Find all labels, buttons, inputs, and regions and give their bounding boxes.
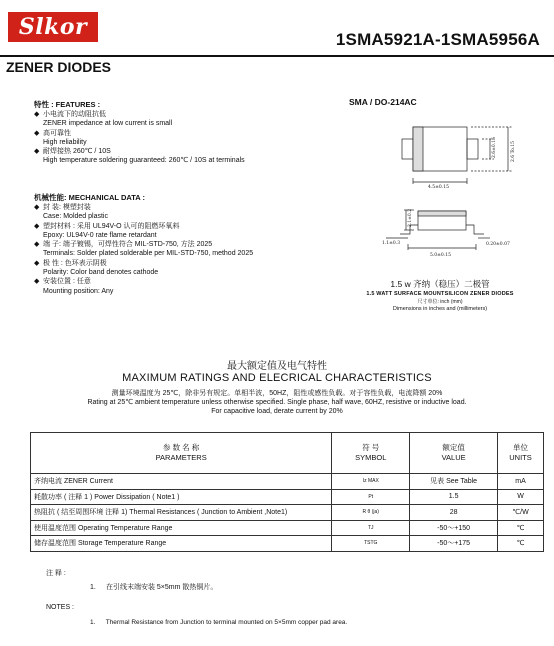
- item-english: High temperature soldering guaranteed: 260℃ / 10S at terminals: [43, 157, 245, 165]
- mechanical-section: [34, 192, 334, 296]
- note-english-1: [90, 619, 347, 626]
- col-header-parameters: [31, 433, 332, 474]
- list-item: [34, 147, 334, 156]
- cell-unit: ℃: [498, 536, 544, 552]
- dimension-unit-english: Dimensions in inches and (millimeters): [392, 306, 488, 312]
- col-units-en: UNITS: [509, 453, 532, 462]
- item-chinese: 高可靠性: [43, 129, 71, 137]
- cell-param: 齐纳电流 ZENER Current: [31, 474, 332, 490]
- mechanical-list: [34, 203, 334, 296]
- note-text: 在引线末端安装 5×5mm 散热铜片。: [105, 584, 218, 591]
- dim-side-width: 5.0±0.15: [430, 253, 451, 258]
- bullet-icon: ◆: [34, 241, 40, 249]
- col-units-cn: 单位: [513, 443, 528, 452]
- col-header-value: [410, 433, 498, 474]
- cell-param: 耗散功率 ( 注释 1 ) Power Dissipation ( Note1 ): [31, 489, 332, 505]
- dim-top-right: 2.6 To.15: [511, 140, 516, 162]
- features-section: [34, 99, 334, 166]
- features-heading: 特性 : FEATURES :: [34, 100, 101, 109]
- note-number: 1.: [90, 619, 96, 626]
- cell-unit: W: [498, 489, 544, 505]
- list-item: [34, 240, 334, 249]
- product-title: ZENER DIODES: [6, 59, 112, 75]
- package-caption: [340, 278, 540, 312]
- list-item: [34, 203, 334, 212]
- cell-param: 储存温度范围 Storage Temperature Range: [31, 536, 332, 552]
- ratings-heading: [0, 357, 554, 384]
- conditions-english-2: For capacitive load, derate current by 20%: [211, 408, 343, 415]
- header-divider: [0, 55, 554, 57]
- caption-english: 1.5 WATT SURFACE MOUNTSILICON ZENER DIODES: [366, 291, 514, 297]
- ratings-table: [30, 432, 544, 552]
- notes-title-english: NOTES :: [46, 604, 75, 611]
- package-label: SMA / DO-214AC: [349, 97, 417, 107]
- item-english: Terminals: Solder plated solderable per MIL-STD-750, method 2025: [43, 250, 254, 258]
- list-item: [34, 222, 334, 231]
- bullet-icon: ◆: [34, 204, 40, 211]
- item-chinese: 极 性 : 色环表示阴极: [43, 259, 107, 267]
- col-value-en: VALUE: [441, 453, 466, 462]
- list-item: [34, 277, 334, 286]
- dim-lead-left: 1.1±0.3: [382, 241, 401, 246]
- cell-unit: ℃/W: [498, 505, 544, 521]
- note-chinese-1: [90, 582, 217, 592]
- col-parameters-cn: 参 数 名 称: [163, 443, 200, 452]
- package-side-view: [386, 210, 490, 250]
- cell-value: -50～+175: [410, 536, 498, 552]
- item-english: Mounting position: Any: [43, 287, 114, 295]
- item-english: Case: Molded plastic: [43, 213, 108, 221]
- table-row: [31, 520, 544, 536]
- item-english: ZENER impedance at low current is small: [43, 120, 173, 128]
- bullet-icon: ◆: [34, 129, 40, 137]
- cell-value: -50～+150: [410, 520, 498, 536]
- dim-top-width: 4.5±0.15: [428, 185, 449, 190]
- part-number-title: 1SMA5921A-1SMA5956A: [335, 30, 540, 49]
- table-row: [31, 505, 544, 521]
- item-chinese: 小电流下的动阻抗低: [43, 111, 106, 118]
- item-chinese: 安装位置 : 任意: [43, 278, 91, 286]
- bullet-icon: ◆: [34, 278, 40, 286]
- col-symbol-en: SYMBOL: [355, 453, 387, 462]
- dim-top-height: 2.6±0.15: [492, 137, 497, 158]
- dim-side-height: 2.1±0.2: [408, 208, 413, 227]
- cell-unit: ℃: [498, 520, 544, 536]
- list-item: [34, 110, 334, 119]
- bullet-icon: ◆: [34, 111, 40, 118]
- conditions-chinese: 测量环境温度为 25℃，除非另有规定。单相半波，50HZ，阻性或感性负载。对于容性负载，电流降额 20%: [111, 390, 443, 397]
- item-chinese: 塑封材料 : 采用 UL94V-O 认可的阻燃环氧料: [43, 222, 180, 230]
- bullet-icon: ◆: [34, 259, 40, 267]
- notes-title-chinese: 注 释 :: [46, 570, 66, 577]
- col-parameters-en: PARAMETERS: [155, 453, 207, 462]
- cell-param: 使用温度范围 Operating Temperature Range: [31, 520, 332, 536]
- col-header-symbol: [332, 433, 410, 474]
- mechanical-heading: 机械性能: MECHANICAL DATA :: [34, 193, 145, 202]
- package-outline-drawing: [378, 118, 543, 266]
- cell-symbol: R θ (ja): [332, 505, 410, 521]
- caption-chinese: 1.5 w 齐纳（稳压）二极管: [390, 279, 490, 289]
- cell-value: 见表 See Table: [410, 474, 498, 490]
- list-item: [34, 259, 334, 268]
- cell-param: 热阻抗 ( 结至周围环境 注释 1) Thermal Resistances ( Junction to Ambient ,Note1): [31, 505, 332, 521]
- ratings-heading-chinese: 最大额定值及电气特性: [227, 361, 327, 372]
- bullet-icon: ◆: [34, 148, 40, 156]
- cell-value: 28: [410, 505, 498, 521]
- table-row: [31, 489, 544, 505]
- brand-logo: Slkor: [8, 12, 98, 42]
- list-item: [34, 129, 334, 138]
- cell-symbol: Pt: [332, 489, 410, 505]
- col-header-units: [498, 433, 544, 474]
- cell-symbol: Iz MAX: [332, 474, 410, 490]
- cell-value: 1.5: [410, 489, 498, 505]
- col-value-cn: 额定值: [442, 443, 465, 452]
- dim-lead-right: 0.20±0.07: [486, 242, 510, 247]
- cell-symbol: TSTG: [332, 536, 410, 552]
- cell-unit: mA: [498, 474, 544, 490]
- item-chinese: 封 装: 模塑封装: [43, 204, 91, 211]
- note-number: 1.: [90, 584, 96, 591]
- features-list: [34, 110, 334, 166]
- col-symbol-cn: 符 号: [362, 443, 380, 452]
- note-text: Thermal Resistance from Junction to terminal mounted on 5×5mm copper pad area.: [105, 619, 348, 626]
- table-row: [31, 536, 544, 552]
- item-english: Epoxy: UL94V-0 rate flame retardant: [43, 231, 157, 239]
- item-chinese: 耐焊接热 260℃ / 10S: [43, 148, 111, 156]
- dimension-unit-chinese: 尺寸单位: inch (mm): [417, 299, 463, 305]
- conditions-english-1: Rating at 25℃ ambient temperature unless otherwise specified. Single phase, half wave, 60HZ, resistive or inductive load.: [87, 399, 467, 406]
- table-row: [31, 474, 544, 490]
- item-chinese: 端 子: 端子镀锡，可焊性符合 MIL-STD-750, 方法 2025: [43, 241, 213, 249]
- cell-symbol: TJ: [332, 520, 410, 536]
- item-english: High reliability: [43, 138, 87, 146]
- table-header-row: [31, 433, 544, 474]
- item-english: Polarity: Color band denotes cathode: [43, 269, 159, 277]
- bullet-icon: ◆: [34, 222, 40, 230]
- ratings-conditions-note: [0, 389, 554, 416]
- ratings-heading-english: MAXIMUM RATINGS AND ELECRICAL CHARACTERISTICS: [122, 372, 432, 384]
